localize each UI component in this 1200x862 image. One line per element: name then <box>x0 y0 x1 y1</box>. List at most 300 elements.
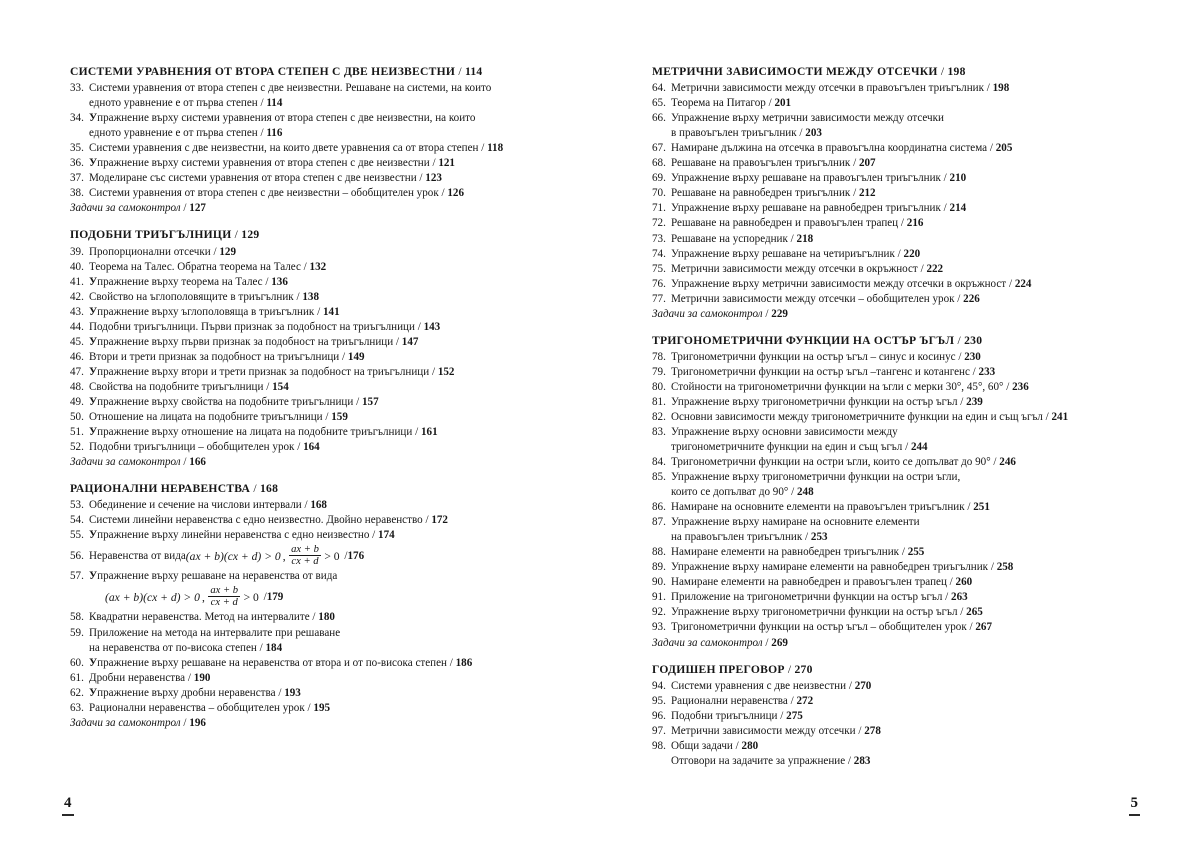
page-number: 164 <box>303 441 320 454</box>
page-separator: / <box>960 606 964 619</box>
page-number: 260 <box>955 576 973 589</box>
toc-entry-number: 42. <box>70 290 84 303</box>
page-number: 159 <box>331 411 348 424</box>
toc-entry[interactable] <box>652 470 1082 500</box>
toc-section-heading-title: ТРИГОНОМЕТРИЧНИ ФУНКЦИИ НА ОСТЪР ЪГЪЛ <box>652 333 955 347</box>
toc-entry[interactable] <box>652 171 1082 186</box>
toc-entry-number: 38. <box>70 187 84 200</box>
page-separator: / <box>847 754 851 767</box>
toc-entry-number: 97. <box>652 724 666 737</box>
page-number: 186 <box>455 656 473 669</box>
toc-entry-number: 35. <box>70 142 84 155</box>
toc-entry-number: 85. <box>652 471 666 484</box>
self-check-tasks[interactable] <box>70 716 570 731</box>
toc-entry[interactable] <box>70 528 570 543</box>
page-separator: / <box>431 365 436 378</box>
page-number: 265 <box>966 606 983 619</box>
toc-entry[interactable] <box>652 111 1082 141</box>
toc-entry[interactable] <box>652 515 1082 545</box>
toc-entry-title: Упражнение върху тригонометрични функции на остри ъгли, които се допълват до 90° / 248 <box>671 470 1082 500</box>
toc-entry[interactable] <box>652 694 1082 709</box>
toc-entry-title: Упражнение върху линейни неравенства с едно неизвестно / 174 <box>89 529 395 542</box>
toc-entry[interactable] <box>652 590 1082 605</box>
toc-entry[interactable] <box>70 186 570 201</box>
toc-entry-title-line2: на неравенства от по-висока степен / 184 <box>89 641 283 654</box>
page-number: 152 <box>437 365 455 378</box>
page-number: 193 <box>284 686 301 699</box>
math-expression-product: (ax + b)(cx + d) > 0 <box>185 549 281 563</box>
toc-entry[interactable] <box>652 410 1082 425</box>
toc-entry-title-line2: едното уравнение е от първа степен / 116 <box>89 127 283 140</box>
toc-entry-title-line2: на правоъгълен триъгълник / 253 <box>671 531 828 544</box>
page-separator: / <box>897 247 901 260</box>
page-number: 132 <box>309 260 327 273</box>
toc-entry[interactable] <box>652 156 1082 171</box>
folio-left <box>62 796 74 816</box>
toc-entry-number: 76. <box>652 277 666 290</box>
toc-entry[interactable] <box>70 156 570 171</box>
page-number: 141 <box>322 305 340 318</box>
toc-entry-number: 73. <box>652 232 666 245</box>
page-number: 278 <box>864 724 881 737</box>
toc-entry[interactable] <box>70 410 570 425</box>
page-separator: / <box>342 350 346 363</box>
toc-entry-title: Тригонометрични функции на остри ъгли, които се допълват до 90° / 246 <box>671 456 1016 469</box>
toc-entry-title: Основни зависимости между тригонометричните функции на един и същ ъгъл / 241 <box>671 411 1069 424</box>
toc-entry[interactable] <box>652 81 1082 96</box>
toc-entry[interactable] <box>652 186 1082 201</box>
toc-entry-number: 55. <box>70 529 84 542</box>
toc-entry-number: 63. <box>70 701 84 714</box>
page-number: 116 <box>266 127 283 140</box>
page-number: 258 <box>996 561 1014 574</box>
toc-section-heading[interactable] <box>652 662 1082 678</box>
toc-entry-number: 39. <box>70 245 84 258</box>
toc-entry[interactable] <box>70 440 570 455</box>
page-separator: / <box>957 333 961 347</box>
toc-entry-number: 56. <box>70 549 84 562</box>
page-separator: / <box>990 561 994 574</box>
page-separator: / <box>920 262 924 275</box>
toc-entry[interactable] <box>652 141 1082 156</box>
toc-entry-number: 75. <box>652 262 666 275</box>
page-separator: / <box>972 365 976 378</box>
toc-entry-title: Рационални неравенства – обобщителен урок / 195 <box>89 701 331 714</box>
toc-entry-title: Стойности на тригонометрични функции на ъгли с мерки 30°, 45°, 60° / 236 <box>671 380 1029 393</box>
toc-entry-with-formula[interactable] <box>70 569 570 584</box>
page-separator: / <box>183 716 187 729</box>
toc-entry-title: Упражнение върху решаване на неравенства от втора и от по-висока степен / 186 <box>89 656 473 669</box>
math-relation: > 0 <box>243 590 259 604</box>
page-number: 251 <box>973 501 990 514</box>
toc-entry-title: Упражнение върху теорема на Талес / 136 <box>89 275 288 288</box>
page-number: 147 <box>401 335 419 348</box>
toc-entry-number: 65. <box>652 97 666 110</box>
toc-entry-title: Теорема на Питагор / 201 <box>671 97 792 110</box>
page-number: 283 <box>853 754 871 767</box>
toc-section-heading-title: РАЦИОНАЛНИ НЕРАВЕНСТВА <box>70 482 251 496</box>
toc-entry[interactable] <box>70 81 570 111</box>
toc-entry-title: Приложение на тригонометрични функции на остър ъгъл / 263 <box>671 591 968 604</box>
toc-entry[interactable] <box>652 739 1082 754</box>
toc-entry-title: Тригонометрични функции на остър ъгъл –тангенс и котангенс / 233 <box>671 365 996 378</box>
toc-entry-number: 40. <box>70 260 84 273</box>
toc-entry-number: 95. <box>652 694 666 707</box>
page-separator: / <box>858 724 862 737</box>
page-number: 275 <box>786 709 803 722</box>
toc-entry-lead-letter: У <box>89 656 98 669</box>
toc-entry-lead-letter: У <box>89 335 98 348</box>
page-separator: / <box>993 456 997 469</box>
page-number: 196 <box>189 716 206 729</box>
toc-entry[interactable] <box>652 96 1082 111</box>
page-number: 201 <box>774 97 792 110</box>
toc-entry[interactable] <box>652 545 1082 560</box>
page-number: 198 <box>947 65 966 78</box>
toc-section <box>652 662 1082 769</box>
toc-entry[interactable] <box>652 216 1082 231</box>
page-separator: / <box>735 739 739 752</box>
page-separator: / <box>344 549 348 562</box>
toc-entry-title: Метрични зависимости между отсечки в окръжност / 222 <box>671 262 944 275</box>
toc-entry-number: 54. <box>70 514 84 527</box>
page-separator: / <box>253 482 257 496</box>
page-separator: / <box>449 656 453 669</box>
toc-entry-number: 80. <box>652 380 666 393</box>
toc-entry-title: Системи уравнения от втора степен с две неизвестни – обобщителен урок / 126 <box>89 187 465 200</box>
page-separator: / <box>260 97 264 110</box>
answers-label: Отговори на задачите за упражнение / 283 <box>671 754 871 767</box>
page-separator: / <box>266 380 270 393</box>
self-check-tasks[interactable] <box>652 307 1082 322</box>
page-separator: / <box>958 350 962 363</box>
toc-entry-number: 81. <box>652 396 666 408</box>
toc-entry[interactable] <box>652 350 1082 365</box>
page-number: 114 <box>464 65 483 78</box>
toc-entry-title: Упражнение върху основни зависимости между тригонометричните функции на един и същ ъгъл / 244 <box>671 425 1082 455</box>
toc-entry[interactable] <box>652 620 1082 635</box>
toc-entry-lead-letter: У <box>89 275 98 288</box>
toc-entry[interactable] <box>70 671 570 686</box>
page-separator: / <box>356 396 360 408</box>
toc-entry-title: Системи уравнения от втора степен с две неизвестни. Решаване на системи, на които едното уравнение е от първа степен / 114 <box>89 81 570 111</box>
toc-entry-number: 92. <box>652 606 666 619</box>
toc-entry-number: 46. <box>70 350 84 363</box>
self-check-tasks[interactable] <box>70 201 570 216</box>
math-expression-product: (ax + b)(cx + d) > 0 <box>105 590 200 604</box>
page-separator: / <box>969 621 973 634</box>
toc-entry[interactable] <box>70 498 570 513</box>
page-separator: / <box>304 499 308 512</box>
toc-entry-title: Упражнение върху тригонометрични функции на остър ъгъл / 239 <box>671 396 983 408</box>
toc-entry-number: 91. <box>652 591 666 604</box>
toc-entry-number: 62. <box>70 686 84 699</box>
page-number: 190 <box>193 671 211 684</box>
toc-section-heading[interactable] <box>652 64 1082 80</box>
page-number: 168 <box>310 499 327 512</box>
toc-entry[interactable] <box>70 686 570 701</box>
toc-entry[interactable] <box>652 709 1082 724</box>
toc-entry[interactable] <box>652 365 1082 380</box>
toc-section <box>652 333 1082 651</box>
fraction-denominator: cx + d <box>210 597 238 609</box>
toc-entry-title: Намиране дължина на отсечка в правоъгълна координатна система / 205 <box>671 142 1013 155</box>
page-number: 123 <box>425 172 442 185</box>
toc-entry-number: 61. <box>70 671 84 684</box>
page-number: 126 <box>447 187 465 200</box>
toc-entry-number: 34. <box>70 112 84 125</box>
toc-entry[interactable] <box>70 380 570 395</box>
page-separator: / <box>425 514 429 527</box>
toc-entry[interactable] <box>652 380 1082 395</box>
self-check-tasks-label: Задачи за самоконтрол <box>70 456 181 469</box>
page-separator: / <box>765 307 769 320</box>
toc-entry[interactable] <box>70 425 570 440</box>
self-check-tasks[interactable] <box>652 636 1082 651</box>
toc-entry-title: Упражнение върху тригонометрични функции на остър ъгъл / 265 <box>671 606 983 619</box>
page-number: 241 <box>1051 411 1069 424</box>
toc-entry-number: 74. <box>652 247 666 260</box>
page-number: 216 <box>906 217 924 230</box>
toc-entry-title: Дробни неравенства / 190 <box>89 671 211 684</box>
page-separator: / <box>765 636 769 649</box>
toc-entry[interactable] <box>652 262 1082 277</box>
page-number: 230 <box>964 350 981 363</box>
page-number: 218 <box>796 232 814 245</box>
page-separator: / <box>940 65 945 78</box>
toc-entry-title: Упражнение върху дробни неравенства / 193 <box>89 686 301 699</box>
self-check-tasks-label: Задачи за самоконтрол <box>652 307 763 320</box>
page-separator: / <box>183 456 187 469</box>
toc-entry[interactable] <box>70 395 570 410</box>
page-number: 269 <box>771 636 788 649</box>
right-page <box>600 0 1200 862</box>
page-number: 198 <box>992 82 1010 95</box>
toc-entry-number: 47. <box>70 365 84 378</box>
toc-entry[interactable] <box>652 560 1082 575</box>
toc-entry-number: 43. <box>70 305 84 318</box>
toc-section <box>70 227 570 470</box>
page-number: 222 <box>926 262 944 275</box>
toc-entry[interactable] <box>652 201 1082 216</box>
toc-entry-with-formula[interactable] <box>70 543 570 569</box>
toc-entry[interactable] <box>70 626 570 656</box>
toc-entry-number: 59. <box>70 626 84 639</box>
toc-entry[interactable] <box>652 292 1082 307</box>
toc-entry[interactable] <box>70 701 570 716</box>
toc-entry-title: Решаване на равнобедрен триъгълник / 212 <box>671 187 876 200</box>
page-number: 255 <box>907 546 925 559</box>
page-number: 229 <box>771 307 788 320</box>
toc-entry[interactable] <box>652 277 1082 292</box>
page-separator: / <box>989 142 993 155</box>
toc-entry[interactable] <box>70 320 570 335</box>
toc-entry-lead-letter: У <box>89 365 98 378</box>
toc-entry-number: 86. <box>652 501 666 514</box>
toc-entry-title: Тригонометрични функции на остър ъгъл – синус и косинус / 230 <box>671 350 981 363</box>
toc-entry-title: Упражнение върху свойства на подобните триъгълници / 157 <box>89 396 379 408</box>
page-number: 149 <box>347 350 365 363</box>
page-separator: / <box>213 245 217 258</box>
page-number: 176 <box>347 549 365 562</box>
toc-entry-title: Тригонометрични функции на остър ъгъл – обобщителен урок / 267 <box>671 621 993 634</box>
page-separator: / <box>234 228 239 242</box>
page-separator: / <box>853 157 857 170</box>
toc-entry-title: Упражнение върху намиране на основните елементи на правоъгълен триъгълник / 253 <box>671 515 1082 545</box>
toc-entry[interactable] <box>652 395 1082 410</box>
toc-entry-title: Упражнение върху втори и трети признак за подобност на триъгълници / 152 <box>89 365 455 378</box>
toc-entry-title-line2: тригонометричните функции на един и същ ъгъл / 244 <box>671 441 928 454</box>
toc-entry-number: 48. <box>70 380 84 393</box>
self-check-tasks[interactable] <box>70 455 570 470</box>
toc-entry[interactable] <box>652 679 1082 694</box>
page-number: 157 <box>361 396 379 408</box>
math-relation: > 0 <box>324 549 340 563</box>
toc-entry[interactable] <box>652 247 1082 262</box>
toc-entry[interactable] <box>70 275 570 290</box>
page-separator: / <box>957 292 961 305</box>
folio-left-number: 4 <box>62 796 74 816</box>
page-number: 168 <box>259 482 279 496</box>
page-number: 272 <box>796 694 814 707</box>
toc-entry[interactable] <box>70 350 570 365</box>
toc-entry-title: Подобни триъгълници – обобщителен урок / 164 <box>89 441 320 454</box>
page-separator: / <box>949 576 953 589</box>
toc-entry-title: Системи уравнения с две неизвестни, на които двете уравнения са от втора степен / 118 <box>89 142 504 155</box>
toc-section <box>70 64 570 216</box>
toc-entry-lead-letter: У <box>89 112 98 125</box>
toc-entry[interactable] <box>652 425 1082 455</box>
toc-entry-number: 96. <box>652 709 666 722</box>
self-check-tasks-label: Задачи за самоконтрол <box>70 716 181 729</box>
page-separator: / <box>303 260 307 273</box>
page-separator: / <box>943 172 947 185</box>
toc-entry-lead-letter: У <box>89 396 98 408</box>
toc-entry-title: Приложение на метода на интервалите при решаване на неравенства от по-висока степен / 184 <box>89 626 570 656</box>
toc-entry[interactable] <box>70 260 570 275</box>
toc-entry-title: Системи линейни неравенства с едно неизвестно. Двойно неравенство / 172 <box>89 514 448 527</box>
toc-entry-number: 51. <box>70 426 84 439</box>
toc-entry[interactable] <box>70 141 570 156</box>
toc-entry-title: Упражнение върху ъглополовяща в триъгълник / 141 <box>89 305 340 318</box>
toc-entry-number: 60. <box>70 656 84 669</box>
toc-section-heading-title: СИСТЕМИ УРАВНЕНИЯ ОТ ВТОРА СТЕПЕН С ДВЕ НЕИЗВЕСТНИ <box>70 65 456 78</box>
page-number: 212 <box>858 187 876 200</box>
toc-entry-number: 79. <box>652 365 666 378</box>
page-separator: / <box>263 590 267 603</box>
page-separator: / <box>325 411 329 424</box>
toc-section-heading-title: ГОДИШЕН ПРЕГОВОР <box>652 662 785 676</box>
math-comma: , <box>282 549 286 563</box>
toc-entry-number: 50. <box>70 411 84 424</box>
toc-entry-title: Упражнение върху решаване на правоъгълен триъгълник / 210 <box>671 172 967 185</box>
toc-entry[interactable] <box>70 305 570 320</box>
page-number: 121 <box>438 157 455 170</box>
toc-entry[interactable] <box>70 245 570 260</box>
page-number: 233 <box>978 365 996 378</box>
toc-entry-lead-letter: У <box>89 426 98 439</box>
page-number: 179 <box>266 590 284 603</box>
toc-entry-number: 89. <box>652 561 666 574</box>
toc-entry-title: Втори и трети признак за подобност на триъгълници / 149 <box>89 350 365 363</box>
page-separator: / <box>848 679 852 692</box>
toc-entry-number: 88. <box>652 546 666 559</box>
toc-entry[interactable] <box>70 365 570 380</box>
toc-entry[interactable] <box>652 455 1082 470</box>
answers-entry[interactable] <box>652 754 1082 769</box>
toc-entry[interactable] <box>652 605 1082 620</box>
toc-entry-title-line2: които се допълват до 90° / 248 <box>671 486 814 499</box>
page-number: 138 <box>302 290 319 303</box>
page-separator: / <box>317 305 321 318</box>
toc-section-heading[interactable] <box>70 227 570 243</box>
toc-entry[interactable] <box>652 724 1082 739</box>
page-number: 172 <box>431 514 448 527</box>
toc-section-heading[interactable] <box>70 481 570 497</box>
page-number: 205 <box>995 142 1013 155</box>
toc-entry-title: Намиране на основните елементи на правоъгълен триъгълник / 251 <box>671 501 990 514</box>
toc-entry[interactable] <box>652 232 1082 247</box>
toc-entry-lead-letter: У <box>89 157 98 170</box>
page-separator: / <box>967 501 971 514</box>
page-separator: / <box>265 275 269 288</box>
toc-entry-number: 93. <box>652 621 666 634</box>
toc-entry[interactable] <box>652 575 1082 590</box>
toc-entry[interactable] <box>70 610 570 625</box>
math-comma: , <box>201 590 205 604</box>
fraction-numerator: ax + b <box>210 584 239 596</box>
toc-entry[interactable] <box>70 513 570 528</box>
toc-section-heading[interactable] <box>70 64 570 80</box>
toc-entry-lead-letter: У <box>89 529 98 542</box>
toc-entry[interactable] <box>652 500 1082 515</box>
page-number: 114 <box>266 97 283 110</box>
self-check-tasks-label: Задачи за самоконтрол <box>652 636 763 649</box>
toc-entry-title: Теорема на Талес. Обратна теорема на Талес / 132 <box>89 260 327 273</box>
toc-entry[interactable] <box>70 656 570 671</box>
page-separator: / <box>791 486 795 499</box>
toc-entry-number: 82. <box>652 411 666 424</box>
folio-right <box>1129 796 1141 816</box>
toc-entry-number: 66. <box>652 112 666 125</box>
page-number: 129 <box>241 228 260 242</box>
toc-entry[interactable] <box>70 290 570 305</box>
page-number: 184 <box>265 641 283 654</box>
self-check-tasks-label: Задачи за самоконтрол <box>70 202 181 215</box>
fraction-denominator: cx + d <box>291 556 319 568</box>
page-separator: / <box>259 641 263 654</box>
toc-entry-number: 64. <box>652 82 666 95</box>
toc-entry-lead-letter: У <box>89 305 98 318</box>
toc-entry-number: 67. <box>652 142 666 155</box>
page-number: 129 <box>219 245 236 258</box>
page-number: 248 <box>796 486 814 499</box>
page-separator: / <box>260 127 264 140</box>
toc-entry-number: 87. <box>652 516 666 529</box>
toc-entry-title: Отношение на лицата на подобните триъгълници / 159 <box>89 411 348 424</box>
page-separator: / <box>395 335 400 348</box>
toc-entry-number: 69. <box>652 172 666 185</box>
toc-entry[interactable] <box>70 335 570 350</box>
toc-entry-number: 70. <box>652 187 666 200</box>
page-separator: / <box>1006 380 1010 393</box>
toc-section-heading[interactable] <box>652 333 1082 349</box>
toc-entry-number: 83. <box>652 426 666 439</box>
toc-entry[interactable] <box>70 171 570 186</box>
toc-entry[interactable] <box>70 111 570 141</box>
folio-right-number: 5 <box>1129 796 1141 816</box>
toc-entry-number: 36. <box>70 157 84 170</box>
